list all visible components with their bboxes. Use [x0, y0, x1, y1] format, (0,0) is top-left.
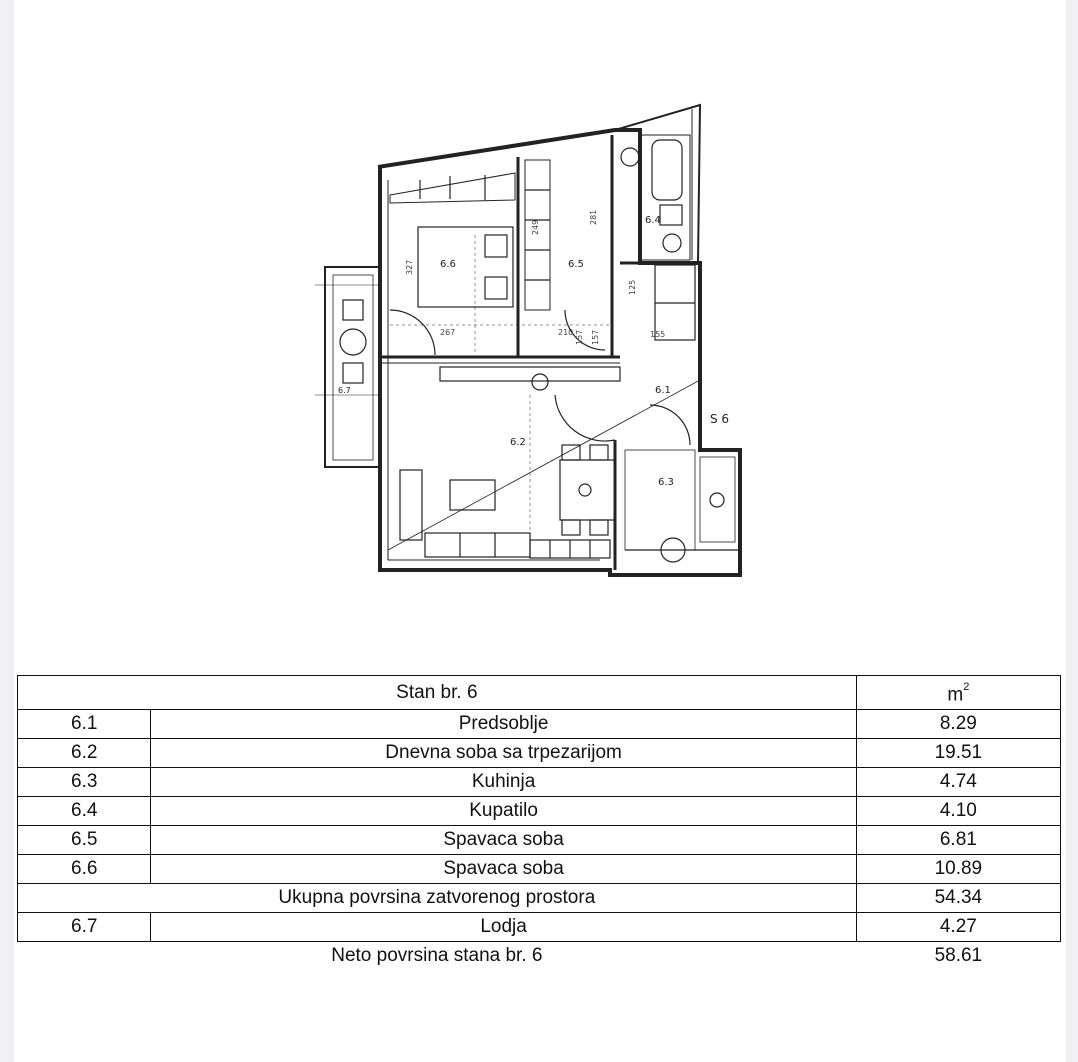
dimension-label: 281	[589, 209, 598, 225]
room-area: 4.74	[856, 768, 1060, 797]
dimension-label: 327	[405, 259, 414, 275]
room-code: 6.2	[18, 739, 151, 768]
table-row	[18, 855, 1061, 884]
room-name: Lodja	[151, 913, 856, 942]
room-name: Kupatilo	[151, 797, 856, 826]
subtotal-label: Ukupna povrsina zatvorenog prostora	[18, 884, 857, 913]
room-label-6-1: 6.1	[655, 385, 671, 396]
subtotal-row	[18, 884, 1061, 913]
table-row	[18, 826, 1061, 855]
room-code: 6.3	[18, 768, 151, 797]
dimension-label: 155	[650, 330, 666, 339]
stair-label: S 6	[710, 412, 730, 426]
room-code: 6.6	[18, 855, 151, 884]
subtotal-area: 54.34	[856, 884, 1060, 913]
table-header-row	[18, 676, 1061, 710]
table-row	[18, 797, 1061, 826]
net-total-row	[18, 942, 1061, 971]
room-label-6-2: 6.2	[510, 437, 526, 448]
room-name: Spavaca soba	[151, 826, 856, 855]
dimension-label: 125	[628, 279, 637, 295]
room-label-6-7: 6.7	[338, 386, 351, 395]
area-table	[17, 675, 1061, 970]
room-name: Predsoblje	[151, 710, 856, 739]
floor-plan	[300, 95, 760, 585]
room-area: 19.51	[856, 739, 1060, 768]
unit-superscript: 2	[963, 681, 970, 693]
room-label-6-3: 6.3	[658, 477, 674, 488]
room-name: Spavaca soba	[151, 855, 856, 884]
room-label-6-5: 6.5	[568, 259, 584, 270]
room-area: 10.89	[856, 855, 1060, 884]
plan-dimensions	[405, 210, 665, 345]
floor-plan-drawing	[300, 95, 760, 585]
table-row	[18, 739, 1061, 768]
table-row	[18, 768, 1061, 797]
room-label-6-6: 6.6	[440, 259, 456, 270]
room-code: 6.5	[18, 826, 151, 855]
plan-labels	[338, 215, 729, 488]
room-name: Kuhinja	[151, 768, 856, 797]
room-name: Dnevna soba sa trpezarijom	[151, 739, 856, 768]
room-area: 8.29	[856, 710, 1060, 739]
unit-label: m	[947, 684, 964, 706]
table-row	[18, 913, 1061, 942]
dimension-label: 267	[440, 328, 456, 337]
unit-header	[856, 676, 1060, 710]
dimension-label: 210	[558, 328, 574, 337]
room-area: 4.10	[856, 797, 1060, 826]
net-total-label: Neto povrsina stana br. 6	[331, 945, 543, 967]
table-row	[18, 710, 1061, 739]
net-total-area: 58.61	[934, 945, 983, 967]
dimension-label: 157	[575, 329, 584, 345]
room-area: 6.81	[856, 826, 1060, 855]
table-title: Stan br. 6	[18, 676, 857, 710]
dimension-label: 249	[531, 219, 540, 235]
room-label-6-4: 6.4	[645, 215, 661, 226]
room-code: 6.4	[18, 797, 151, 826]
dimension-label: 157	[591, 329, 600, 345]
room-code: 6.1	[18, 710, 151, 739]
room-code: 6.7	[18, 913, 151, 942]
room-area: 4.27	[856, 913, 1060, 942]
